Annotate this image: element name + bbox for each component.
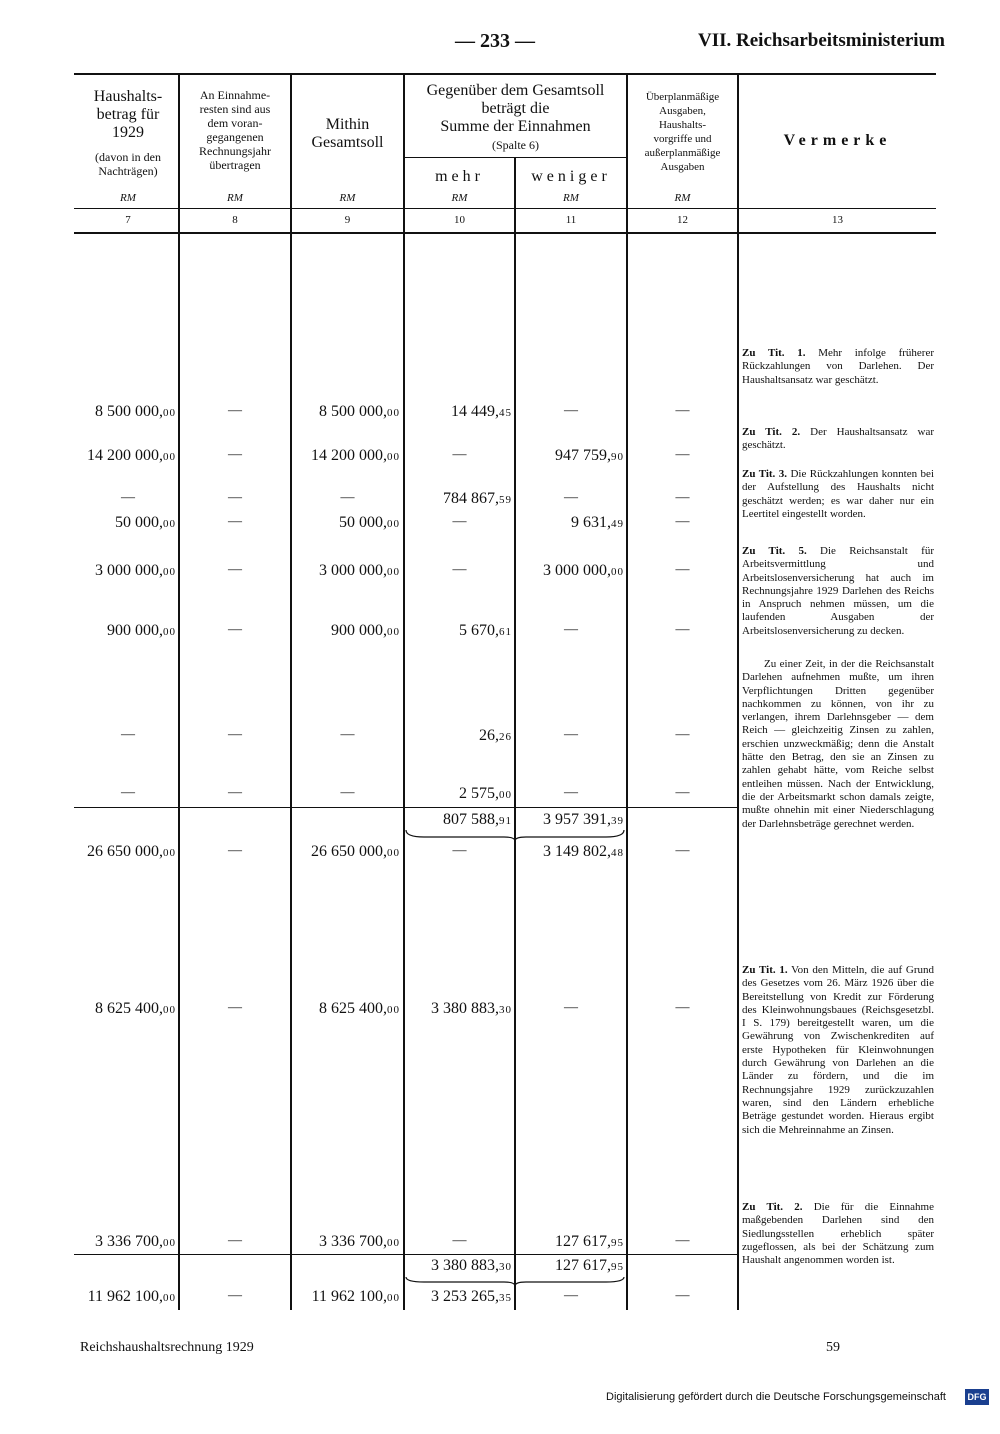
digitization-credit: Digitalisierung gefördert durch die Deutsche Forschungsgemeinschaft: [606, 1391, 946, 1403]
subtotal-rule: [74, 1254, 738, 1255]
table-cell: 11 962 100,00: [311, 1288, 400, 1305]
table-cell: 14 200 000,00: [87, 447, 176, 464]
table-cell: —: [228, 447, 242, 462]
table-cell: —: [675, 843, 690, 858]
table-cell: —: [228, 562, 242, 577]
table-cell: 900 000,00: [107, 622, 176, 639]
table-cell: 26 650 000,00: [87, 843, 176, 860]
table-cell: 3 000 000,00: [543, 562, 624, 579]
table-cell: 3 000 000,00: [319, 562, 400, 579]
dfg-logo: DFG: [965, 1389, 989, 1405]
col12-number: 12: [677, 214, 688, 226]
table-cell: —: [675, 727, 690, 742]
remark-tit3: Zu Tit. 3. Die Rückzahlungen konnten bei der Aufstellung des Haushalts nicht geschätzt werden; es war daher nur ein Leertitel eingestellt worden.: [742, 468, 934, 520]
table-cell: 3 957 391,39: [543, 811, 624, 828]
table-cell: 3 149 802,48: [543, 843, 624, 860]
table-cell: —: [228, 403, 242, 418]
unit-rule: [74, 208, 936, 209]
table-cell: 8 500 000,00: [319, 403, 400, 420]
table-cell: 3 380 883,30: [431, 1000, 512, 1017]
table-cell: —: [675, 785, 690, 800]
header-bottom-rule: [74, 232, 936, 234]
col10-unit: RM: [451, 192, 468, 204]
col8-unit: RM: [227, 192, 243, 204]
remark-tit5: Zu Tit. 5. Die Reichsanstalt für Arbeitsvermittlung und Arbeitslosenversicherung hat auch im Rechnungsjahre 1929 Darlehen des Reichs in Anspruch nehmen müssen, um die laufenden Ausgaben der Arbeitslosenversicherung zu decken.: [742, 545, 934, 637]
table-cell: 26,26: [479, 727, 512, 744]
table-cell: —: [452, 562, 467, 577]
table-cell: —: [675, 1288, 690, 1303]
col-divider-5: [626, 75, 628, 1310]
col13-header: Vermerke: [783, 132, 892, 149]
table-cell: 3 253 265,35: [431, 1288, 512, 1305]
remark-tit1-housing: Zu Tit. 1. Von den Mitteln, die auf Grund des Gesetzes vom 26. März 1926 über die Bereitstellung von Kredit zur Förderung des Kleinwohnungsbaues (Reichsgesetzbl. I S. 179) bereitgestellt waren, um die Gewährung von Zwischenkrediten auf erste Hypotheken für Kleinwohnungen durch Gewährung von Darlehen an die Länder zu fördern, und die im Rechnungsjahre 1929 zurückzuzahlen waren, sind den Ländern erhebliche Beträge gestundet worden. Hieraus ergibt sich die Mehreinnahme an Zinsen.: [742, 964, 934, 1136]
table-cell: 127 617,95: [555, 1233, 624, 1250]
brace: [404, 828, 626, 842]
footer-page-number: 59: [826, 1340, 840, 1355]
table-cell: —: [228, 1000, 242, 1015]
col11-number: 11: [565, 214, 577, 226]
col7-subheader: (davon in den Nachträgen): [95, 150, 161, 178]
table-top-rule: [74, 73, 936, 75]
table-cell: 2 575,00: [459, 785, 512, 802]
col11-header: weniger: [531, 168, 611, 185]
remark-tit5-continued: Zu einer Zeit, in der die Reichsanstalt Darlehen aufnehmen mußte, um ihren Verpflichtungen Dritten gegenüber nachkommen zu können, von ihr zu verlangen, ihrem Darlehnsgeber — dem Reich — gleichzeitig Zinsen zu zahlen, erschien unzweckmäßig; denn die Anstalt hätte den Betrag, den sie an Zinsen zu zahlen gehabt hätte, vom Reiche selbst entleihen müssen. Nach der Entwicklung, die der Arbeitsmarkt schon damals zeigte, mußte ohnehin mit einer Niederschlagung der Darlehnsbeträge gerechnet werden.: [742, 658, 934, 830]
table-cell: 127 617,95: [555, 1257, 624, 1274]
table-cell: —: [564, 727, 578, 742]
table-cell: —: [121, 727, 135, 742]
table-cell: —: [675, 514, 690, 529]
table-cell: 3 000 000,00: [95, 562, 176, 579]
table-cell: —: [228, 1288, 242, 1303]
table-cell: —: [228, 727, 242, 742]
table-cell: —: [228, 490, 242, 505]
table-cell: —: [675, 1233, 690, 1248]
table-cell: 11 962 100,00: [87, 1288, 176, 1305]
table-cell: —: [564, 1288, 578, 1303]
table-cell: 9 631,49: [571, 514, 624, 531]
col10-header: mehr: [435, 168, 484, 185]
table-cell: 5 670,61: [459, 622, 512, 639]
col-divider-3: [403, 75, 405, 1310]
table-cell: —: [675, 1000, 690, 1015]
table-cell: 14 449,45: [451, 403, 512, 420]
group-subheader: (Spalte 6): [492, 138, 539, 152]
col9-unit: RM: [339, 192, 356, 204]
table-cell: 3 380 883,30: [431, 1257, 512, 1274]
table-cell: 8 625 400,00: [95, 1000, 176, 1017]
col7-unit: RM: [120, 192, 136, 204]
table-cell: —: [228, 1233, 242, 1248]
table-cell: —: [452, 447, 467, 462]
col12-header: Überplanmäßige Ausgaben, Haushalts- vorgriffe und außerplanmäßige Ausgaben: [644, 91, 721, 173]
col7-number: 7: [125, 214, 131, 226]
table-cell: —: [228, 514, 242, 529]
table-cell: 3 336 700,00: [95, 1233, 176, 1250]
table-cell: —: [675, 490, 690, 505]
col-divider-2: [290, 75, 292, 1310]
col-divider-1: [178, 75, 180, 1310]
remark-tit2: Zu Tit. 2. Der Haushaltsansatz war geschätzt.: [742, 426, 934, 452]
col9-header: Mithin Gesamtsoll: [311, 116, 384, 151]
table-cell: 807 588,91: [443, 811, 512, 828]
table-cell: —: [675, 622, 690, 637]
table-cell: —: [228, 785, 242, 800]
table-cell: —: [340, 727, 355, 742]
table-cell: —: [228, 622, 242, 637]
table-cell: 14 200 000,00: [311, 447, 400, 464]
table-cell: 50 000,00: [115, 514, 176, 531]
table-cell: 50 000,00: [339, 514, 400, 531]
remark-tit1: Zu Tit. 1. Mehr infolge früherer Rückzahlungen von Darlehen. Der Haushaltsansatz war geschätzt.: [742, 347, 935, 386]
table-cell: —: [564, 1000, 578, 1015]
table-cell: —: [340, 490, 355, 505]
col8-number: 8: [232, 214, 238, 226]
table-cell: 3 336 700,00: [319, 1233, 400, 1250]
table-cell: 784 867,59: [443, 490, 512, 507]
table-cell: —: [675, 447, 690, 462]
table-cell: —: [121, 785, 135, 800]
col9-number: 9: [344, 214, 351, 226]
table-cell: —: [564, 785, 578, 800]
col13-number: 13: [832, 214, 843, 226]
col12-unit: RM: [674, 192, 691, 204]
brace: [404, 1275, 626, 1287]
table-cell: —: [675, 403, 690, 418]
col7-header: Haushalts- betrag für 1929: [93, 88, 163, 141]
table-cell: —: [564, 403, 578, 418]
table-cell: 8 625 400,00: [319, 1000, 400, 1017]
col10-number: 10: [454, 214, 465, 226]
section-title: VII. Reichsarbeitsministerium: [698, 30, 945, 51]
table-cell: —: [564, 490, 578, 505]
table-cell: —: [452, 514, 467, 529]
table-cell: —: [452, 1233, 467, 1248]
table-cell: —: [121, 490, 135, 505]
table-cell: —: [340, 785, 355, 800]
footer-title: Reichshaushaltsrechnung 1929: [80, 1340, 254, 1355]
table-cell: —: [675, 562, 690, 577]
subtotal-rule: [74, 807, 738, 808]
group-header: Gegenüber dem Gesamtsoll beträgt die Summe der Einnahmen: [426, 82, 605, 135]
table-cell: 900 000,00: [331, 622, 400, 639]
table-cell: 26 650 000,00: [311, 843, 400, 860]
remark-tit2-housing: Zu Tit. 2. Die für die Einnahme maßgebenden Darlehen sind den Siedlungsstellen erheblich später zugeflossen, als bei der Schätzung zum Haushalt angenommen worden ist.: [742, 1201, 934, 1267]
table-cell: 947 759,90: [555, 447, 624, 464]
table-cell: —: [228, 843, 242, 858]
table-cell: —: [452, 843, 467, 858]
col8-header: An Einnahme- resten sind aus dem voran- gegangenen Rechnungsjahr übertragen: [199, 88, 271, 172]
col11-unit: RM: [563, 192, 579, 204]
page-number: — 233 —: [455, 30, 535, 52]
table-cell: —: [564, 622, 578, 637]
table-cell: 8 500 000,00: [95, 403, 176, 420]
col-divider-6: [737, 75, 739, 1310]
